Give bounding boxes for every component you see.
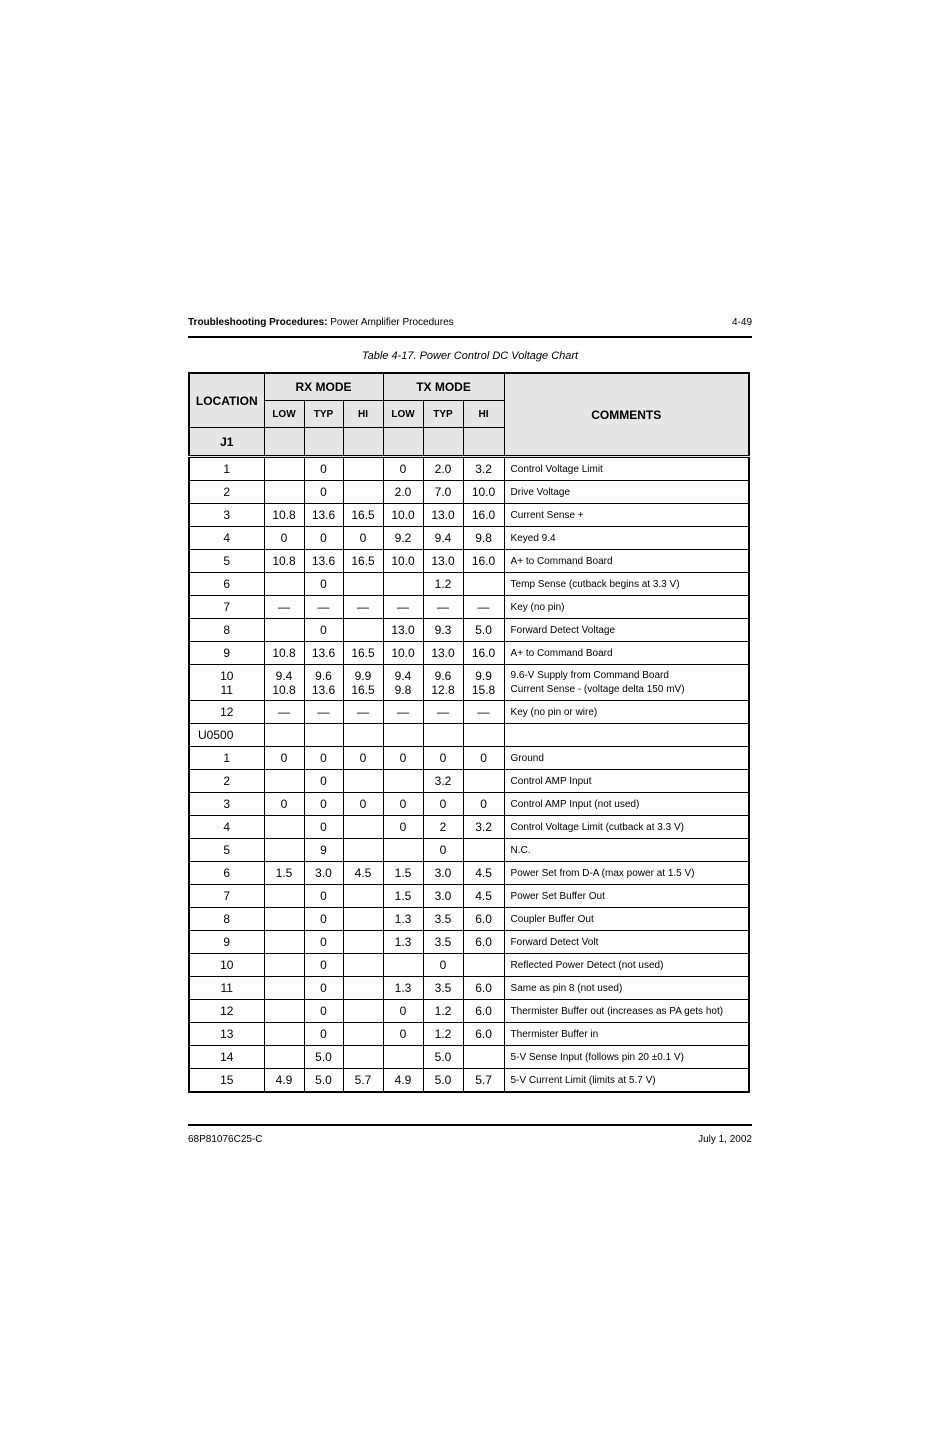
pin-cell: 1: [189, 747, 264, 770]
pin-cell: 2: [189, 481, 264, 504]
section-j1-header: J1: [189, 428, 264, 457]
comment-cell: Power Set from D-A (max power at 1.5 V): [504, 862, 749, 885]
tx-low-cell: 0: [383, 793, 423, 816]
tx-low-header: LOW: [383, 401, 423, 428]
table-row: [189, 908, 749, 931]
cell-line: Current Sense - (voltage delta 150 mV): [510, 683, 685, 695]
tx-hi-cell: 6.0: [463, 1023, 504, 1046]
table-row: [189, 573, 749, 596]
rx-low-cell: [264, 816, 304, 839]
tx-hi-cell: 6.0: [463, 931, 504, 954]
cell-line: 9.4: [275, 668, 293, 683]
comment-cell: A+ to Command Board: [504, 642, 749, 665]
rx-hi-cell: [343, 977, 383, 1000]
rx-low-header: LOW: [264, 401, 304, 428]
rx-typ-cell: 13.6: [304, 550, 343, 573]
rx-low-cell: [264, 573, 304, 596]
tx-low-cell: 9.2: [383, 527, 423, 550]
tx-low-cell: [383, 770, 423, 793]
comment-cell: Keyed 9.4: [504, 527, 749, 550]
comment-cell: Power Set Buffer Out: [504, 885, 749, 908]
location-header: LOCATION: [189, 373, 264, 428]
tx-hi-cell: 10.0: [463, 481, 504, 504]
pin-cell: 14: [189, 1046, 264, 1069]
rx-low-cell: [264, 619, 304, 642]
pin-cell: 9: [189, 931, 264, 954]
rx-typ-cell: —: [304, 701, 343, 724]
rx-hi-cell: —: [343, 596, 383, 619]
header-blank-cell: [264, 428, 304, 457]
rx-hi-cell: [343, 665, 383, 701]
rx-hi-cell: [343, 885, 383, 908]
rx-low-cell: [264, 885, 304, 908]
rx-typ-cell: 0: [304, 793, 343, 816]
rx-hi-cell: [343, 816, 383, 839]
blank-cell: [504, 724, 749, 747]
cell-line: 12.8: [431, 682, 455, 697]
tx-typ-cell: 3.5: [423, 977, 463, 1000]
blank-cell: [463, 724, 504, 747]
rx-typ-cell: 0: [304, 1000, 343, 1023]
pin-cell: 4: [189, 816, 264, 839]
rx-hi-cell: [343, 619, 383, 642]
pin-cell: 8: [189, 619, 264, 642]
tx-typ-header: TYP: [423, 401, 463, 428]
comment-cell: Thermister Buffer out (increases as PA gets hot): [504, 1000, 749, 1023]
tx-typ-cell: 3.0: [423, 862, 463, 885]
cell-line: 10: [220, 668, 234, 683]
table-row: [189, 457, 749, 481]
pin-cell: 4: [189, 527, 264, 550]
comment-cell: Same as pin 8 (not used): [504, 977, 749, 1000]
section-title-rest: Power Amplifier Procedures: [327, 317, 454, 328]
tx-hi-cell: —: [463, 701, 504, 724]
table-row: [189, 642, 749, 665]
cell-line: 9.4: [394, 668, 412, 683]
tx-hi-cell: 6.0: [463, 908, 504, 931]
header-blank-cell: [304, 428, 343, 457]
tx-hi-cell: 0: [463, 793, 504, 816]
rx-low-cell: [264, 665, 304, 701]
rx-low-cell: [264, 954, 304, 977]
rx-hi-cell: 16.5: [343, 642, 383, 665]
cell-line: 9.9: [475, 668, 492, 683]
pin-cell: 12: [189, 701, 264, 724]
tx-typ-cell: 1.2: [423, 573, 463, 596]
comment-cell: N.C.: [504, 839, 749, 862]
tx-typ-cell: 1.2: [423, 1023, 463, 1046]
header-blank-cell: [383, 428, 423, 457]
table-row: [189, 816, 749, 839]
table-head: [189, 373, 749, 457]
pin-cell: 3: [189, 793, 264, 816]
rx-typ-cell: —: [304, 596, 343, 619]
rx-hi-cell: [343, 1023, 383, 1046]
tx-hi-header: HI: [463, 401, 504, 428]
table-row: [189, 550, 749, 573]
section-row: [189, 724, 749, 747]
comment-cell: Thermister Buffer in: [504, 1023, 749, 1046]
table-row: [189, 839, 749, 862]
cell-line: 11: [220, 682, 233, 697]
comment-cell: 5-V Sense Input (follows pin 20 ±0.1 V): [504, 1046, 749, 1069]
rx-typ-cell: 5.0: [304, 1069, 343, 1093]
table-row: [189, 619, 749, 642]
rx-low-cell: [264, 1023, 304, 1046]
pin-cell: [189, 665, 264, 701]
cell-line: 9.8: [394, 682, 412, 697]
rx-low-cell: 4.9: [264, 1069, 304, 1093]
tx-typ-cell: 0: [423, 793, 463, 816]
comment-cell: [504, 665, 749, 701]
pin-cell: 15: [189, 1069, 264, 1093]
rx-typ-cell: 5.0: [304, 1046, 343, 1069]
rx-typ-cell: 3.0: [304, 862, 343, 885]
rx-mode-header: RX MODE: [264, 373, 383, 401]
rx-typ-cell: 0: [304, 977, 343, 1000]
pin-cell: 7: [189, 596, 264, 619]
comment-cell: Key (no pin or wire): [504, 701, 749, 724]
page-number: 4-49: [731, 317, 752, 328]
rx-low-cell: [264, 1046, 304, 1069]
tx-low-cell: —: [383, 701, 423, 724]
rx-typ-cell: 0: [304, 619, 343, 642]
rx-typ-cell: 0: [304, 931, 343, 954]
header-blank-cell: [423, 428, 463, 457]
doc-date: July 1, 2002: [698, 1134, 752, 1145]
rx-hi-cell: [343, 770, 383, 793]
rx-hi-cell: [343, 931, 383, 954]
comment-cell: Temp Sense (cutback begins at 3.3 V): [504, 573, 749, 596]
table-row: [189, 481, 749, 504]
table-row: [189, 596, 749, 619]
rx-hi-cell: 0: [343, 527, 383, 550]
blank-cell: [343, 724, 383, 747]
rx-typ-cell: 0: [304, 1023, 343, 1046]
tx-hi-cell: [463, 573, 504, 596]
tx-low-cell: 13.0: [383, 619, 423, 642]
table-row: [189, 747, 749, 770]
rx-hi-cell: 16.5: [343, 550, 383, 573]
pin-cell: 11: [189, 977, 264, 1000]
cell-line: 9.9: [354, 668, 372, 683]
rx-low-cell: 10.8: [264, 504, 304, 527]
rx-low-cell: 10.8: [264, 642, 304, 665]
rx-low-cell: 10.8: [264, 550, 304, 573]
tx-low-cell: 4.9: [383, 1069, 423, 1093]
rx-typ-cell: 0: [304, 747, 343, 770]
blank-cell: [383, 724, 423, 747]
cell-line: 10.8: [272, 682, 296, 697]
rx-hi-cell: 0: [343, 793, 383, 816]
comment-cell: Current Sense +: [504, 504, 749, 527]
blank-cell: [304, 724, 343, 747]
table-row: [189, 885, 749, 908]
tx-low-cell: 1.3: [383, 908, 423, 931]
tx-hi-cell: 0: [463, 747, 504, 770]
table-row: [189, 1000, 749, 1023]
tx-hi-cell: [463, 1046, 504, 1069]
tx-hi-cell: —: [463, 596, 504, 619]
tx-typ-cell: 5.0: [423, 1046, 463, 1069]
table-row: [189, 1023, 749, 1046]
tx-typ-cell: 5.0: [423, 1069, 463, 1093]
rx-low-cell: [264, 457, 304, 481]
tx-hi-cell: [463, 665, 504, 701]
page-footer: [188, 1124, 752, 1146]
tx-hi-cell: 5.0: [463, 619, 504, 642]
rx-hi-cell: [343, 481, 383, 504]
comment-cell: 5-V Current Limit (limits at 5.7 V): [504, 1069, 749, 1093]
pin-cell: 7: [189, 885, 264, 908]
rx-typ-cell: 0: [304, 527, 343, 550]
tx-typ-cell: 2: [423, 816, 463, 839]
tx-typ-cell: 0: [423, 839, 463, 862]
tx-low-cell: 10.0: [383, 550, 423, 573]
tx-low-cell: 0: [383, 457, 423, 481]
tx-typ-cell: 3.2: [423, 770, 463, 793]
pin-cell: 2: [189, 770, 264, 793]
rx-low-cell: [264, 977, 304, 1000]
cell-line: 9.6: [315, 668, 332, 683]
tx-low-cell: 1.3: [383, 931, 423, 954]
table-caption: Table 4-17. Power Control DC Voltage Chart: [361, 350, 579, 362]
rx-low-cell: [264, 839, 304, 862]
tx-hi-cell: 16.0: [463, 550, 504, 573]
voltage-chart-table: [188, 372, 750, 1093]
rx-hi-cell: [343, 1046, 383, 1069]
table-row: [189, 793, 749, 816]
tx-low-cell: 1.5: [383, 862, 423, 885]
tx-low-cell: [383, 665, 423, 701]
comment-cell: Control Voltage Limit (cutback at 3.3 V): [504, 816, 749, 839]
tx-hi-cell: 4.5: [463, 862, 504, 885]
comment-cell: A+ to Command Board: [504, 550, 749, 573]
rx-low-cell: [264, 1000, 304, 1023]
rx-low-cell: —: [264, 596, 304, 619]
comment-cell: Drive Voltage: [504, 481, 749, 504]
rx-typ-cell: 13.6: [304, 504, 343, 527]
header-blank-cell: [343, 428, 383, 457]
table-row: [189, 954, 749, 977]
tx-low-cell: [383, 839, 423, 862]
rx-hi-cell: 5.7: [343, 1069, 383, 1093]
rx-hi-cell: [343, 839, 383, 862]
tx-typ-cell: —: [423, 701, 463, 724]
tx-hi-cell: 6.0: [463, 1000, 504, 1023]
tx-typ-cell: 3.5: [423, 931, 463, 954]
rx-typ-cell: [304, 665, 343, 701]
tx-typ-cell: 7.0: [423, 481, 463, 504]
rx-typ-cell: 0: [304, 573, 343, 596]
rx-typ-header: TYP: [304, 401, 343, 428]
section-title-bold: Troubleshooting Procedures:: [188, 317, 328, 328]
pin-cell: 3: [189, 504, 264, 527]
table-row: [189, 504, 749, 527]
tx-typ-cell: 1.2: [423, 1000, 463, 1023]
table-row: [189, 527, 749, 550]
page-header: [188, 316, 752, 338]
comment-cell: Control AMP Input (not used): [504, 793, 749, 816]
comment-cell: Key (no pin): [504, 596, 749, 619]
tx-hi-cell: 4.5: [463, 885, 504, 908]
table-row: [189, 1069, 749, 1093]
rx-low-cell: —: [264, 701, 304, 724]
rx-typ-cell: 9: [304, 839, 343, 862]
table-row: [189, 931, 749, 954]
tx-low-cell: 1.3: [383, 977, 423, 1000]
tx-low-cell: [383, 1046, 423, 1069]
tx-low-cell: 10.0: [383, 504, 423, 527]
rx-typ-cell: 0: [304, 908, 343, 931]
rx-low-cell: 0: [264, 793, 304, 816]
table-row: [189, 977, 749, 1000]
tx-hi-cell: 9.8: [463, 527, 504, 550]
tx-typ-cell: 9.4: [423, 527, 463, 550]
pin-cell: 9: [189, 642, 264, 665]
tx-typ-cell: 3.0: [423, 885, 463, 908]
rx-typ-cell: 0: [304, 457, 343, 481]
tx-typ-cell: 0: [423, 747, 463, 770]
tx-low-cell: —: [383, 596, 423, 619]
pin-cell: 5: [189, 550, 264, 573]
tx-typ-cell: —: [423, 596, 463, 619]
rx-hi-cell: [343, 908, 383, 931]
tx-mode-header: TX MODE: [383, 373, 504, 401]
tx-typ-cell: 13.0: [423, 642, 463, 665]
tx-low-cell: [383, 954, 423, 977]
tx-typ-cell: 9.3: [423, 619, 463, 642]
tx-hi-cell: [463, 954, 504, 977]
tx-hi-cell: 16.0: [463, 504, 504, 527]
rx-hi-header: HI: [343, 401, 383, 428]
table-row: [189, 701, 749, 724]
rx-typ-cell: 0: [304, 816, 343, 839]
comment-cell: Coupler Buffer Out: [504, 908, 749, 931]
rx-typ-cell: 0: [304, 481, 343, 504]
table-row: [189, 1046, 749, 1069]
rx-hi-cell: [343, 457, 383, 481]
section-title: [188, 317, 454, 328]
rx-low-cell: [264, 908, 304, 931]
tx-low-cell: 0: [383, 747, 423, 770]
header-blank-cell: [463, 428, 504, 457]
comments-header: COMMENTS: [504, 373, 749, 457]
rx-hi-cell: [343, 1000, 383, 1023]
pin-cell: 12: [189, 1000, 264, 1023]
table-row: [189, 665, 749, 701]
comment-cell: Forward Detect Voltage: [504, 619, 749, 642]
tx-low-cell: 0: [383, 816, 423, 839]
tx-low-cell: 2.0: [383, 481, 423, 504]
comment-cell: Ground: [504, 747, 749, 770]
tx-hi-cell: 3.2: [463, 816, 504, 839]
comment-cell: Reflected Power Detect (not used): [504, 954, 749, 977]
comment-cell: Forward Detect Volt: [504, 931, 749, 954]
tx-low-cell: 10.0: [383, 642, 423, 665]
pin-cell: 6: [189, 862, 264, 885]
rx-low-cell: 1.5: [264, 862, 304, 885]
tx-hi-cell: 3.2: [463, 457, 504, 481]
cell-line: 13.6: [311, 682, 336, 697]
tx-hi-cell: [463, 839, 504, 862]
table-row: [189, 770, 749, 793]
blank-cell: [423, 724, 463, 747]
rx-hi-cell: 4.5: [343, 862, 383, 885]
rx-low-cell: 0: [264, 747, 304, 770]
tx-typ-cell: 13.0: [423, 550, 463, 573]
rx-typ-cell: 0: [304, 770, 343, 793]
rx-hi-cell: 0: [343, 747, 383, 770]
pin-cell: 13: [189, 1023, 264, 1046]
tx-hi-cell: 6.0: [463, 977, 504, 1000]
tx-typ-cell: [423, 665, 463, 701]
cell-line: 15.8: [471, 682, 496, 697]
tx-low-cell: 1.5: [383, 885, 423, 908]
cell-line: 16.5: [351, 682, 375, 697]
tx-hi-cell: 16.0: [463, 642, 504, 665]
table-row: [189, 862, 749, 885]
tx-low-cell: 0: [383, 1000, 423, 1023]
rx-hi-cell: [343, 573, 383, 596]
pin-cell: 8: [189, 908, 264, 931]
rx-low-cell: [264, 931, 304, 954]
rx-typ-cell: 0: [304, 954, 343, 977]
doc-number: 68P81076C25-C: [188, 1134, 263, 1145]
tx-typ-cell: 2.0: [423, 457, 463, 481]
pin-cell: 5: [189, 839, 264, 862]
comment-cell: Control Voltage Limit: [504, 457, 749, 481]
tx-hi-cell: [463, 770, 504, 793]
rx-low-cell: [264, 481, 304, 504]
pin-cell: 6: [189, 573, 264, 596]
pin-cell: 10: [189, 954, 264, 977]
rx-typ-cell: 13.6: [304, 642, 343, 665]
rx-low-cell: 0: [264, 527, 304, 550]
tx-typ-cell: 0: [423, 954, 463, 977]
rx-typ-cell: 0: [304, 885, 343, 908]
table-body: [189, 457, 749, 1093]
tx-low-cell: [383, 573, 423, 596]
tx-hi-cell: 5.7: [463, 1069, 504, 1093]
blank-cell: [264, 724, 304, 747]
pin-cell: 1: [189, 457, 264, 481]
tx-typ-cell: 3.5: [423, 908, 463, 931]
rx-hi-cell: [343, 954, 383, 977]
section-u0500-label: U0500: [189, 724, 264, 747]
rx-hi-cell: 16.5: [343, 504, 383, 527]
tx-low-cell: 0: [383, 1023, 423, 1046]
comment-cell: Control AMP Input: [504, 770, 749, 793]
cell-line: 9.6-V Supply from Command Board: [510, 669, 669, 681]
rx-low-cell: [264, 770, 304, 793]
tx-typ-cell: 13.0: [423, 504, 463, 527]
rx-hi-cell: —: [343, 701, 383, 724]
cell-line: 9.6: [434, 668, 452, 683]
